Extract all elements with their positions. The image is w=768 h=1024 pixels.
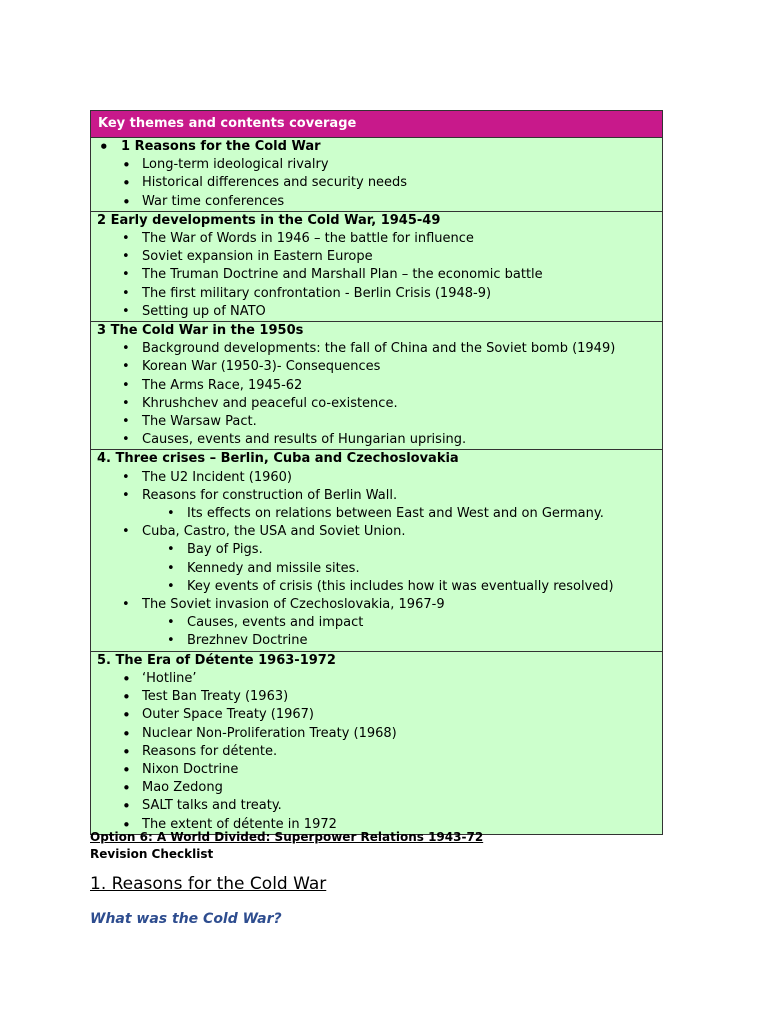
list-item	[97, 797, 656, 815]
list-item	[97, 303, 656, 321]
section-cell	[91, 450, 663, 651]
list-item-text: Soviet expansion in Eastern Europe	[142, 249, 373, 265]
section-cell	[91, 211, 663, 321]
list-item	[97, 340, 656, 358]
list-item-text: Nixon Doctrine	[142, 761, 239, 777]
list-item-text: Background developments: the fall of China and the Soviet bomb (1949)	[142, 341, 616, 357]
list-item	[97, 285, 656, 303]
list-item	[97, 193, 656, 211]
list-item	[97, 431, 656, 449]
section-cell	[91, 138, 663, 212]
section-title: 2 Early developments in the Cold War, 1945-49	[97, 212, 441, 228]
list-item	[97, 156, 656, 174]
sub-list-item: • Brezhnev Doctrine	[97, 632, 656, 650]
list-item-text: Setting up of NATO	[142, 303, 266, 319]
list-item	[97, 688, 656, 706]
table-header: Key themes and contents coverage	[91, 111, 663, 138]
sub-list-item: • Causes, events and impact	[97, 614, 656, 632]
table-section-row	[91, 138, 663, 212]
option-block	[90, 829, 483, 863]
section-title: 4. Three crises – Berlin, Cuba and Czechoslovakia	[97, 451, 459, 467]
list-item	[97, 779, 656, 797]
list-item-text: Khrushchev and peaceful co-existence.	[142, 395, 398, 411]
sub-bullet-list	[97, 505, 656, 523]
list-item-text: Outer Space Treaty (1967)	[142, 707, 314, 723]
list-item-text: Causes, events and results of Hungarian uprising.	[142, 432, 467, 448]
section-cell	[91, 651, 663, 834]
sub-list-item: • Key events of crisis (this includes how it was eventually resolved)	[97, 578, 656, 596]
bullet-list	[97, 670, 656, 834]
sub-list-item: • Bay of Pigs.	[97, 541, 656, 559]
table-section-row	[91, 651, 663, 834]
list-item	[97, 174, 656, 192]
list-item-text: The first military confrontation - Berlin Crisis (1948-9)	[142, 285, 492, 301]
list-item-text: The War of Words in 1946 – the battle for influence	[142, 231, 474, 247]
revision-checklist-label: Revision Checklist	[90, 847, 214, 861]
sub-list-item: • Kennedy and missile sites.	[97, 560, 656, 578]
list-item-text: ‘Hotline’	[142, 670, 197, 686]
list-item	[97, 523, 656, 541]
sub-list-item: • Its effects on relations between East and West and on Germany.	[97, 505, 656, 523]
list-item-text: SALT talks and treaty.	[142, 798, 282, 814]
list-item	[97, 743, 656, 761]
table-section-row	[91, 450, 663, 651]
list-item	[97, 469, 656, 487]
list-item	[97, 487, 656, 505]
list-item-text: The U2 Incident (1960)	[142, 469, 293, 485]
list-item-text: Long-term ideological rivalry	[142, 157, 329, 173]
section-title: 5. The Era of Détente 1963-1972	[97, 652, 336, 668]
question-heading: What was the Cold War?	[90, 911, 282, 927]
list-item	[97, 377, 656, 395]
table-section-row	[91, 211, 663, 321]
list-item-text: Reasons for détente.	[142, 743, 278, 759]
section-cell	[91, 322, 663, 450]
list-item-text: Reasons for construction of Berlin Wall.	[142, 487, 398, 503]
option-title: Option 6: A World Divided: Superpower Relations 1943-72	[90, 830, 484, 844]
list-item	[97, 413, 656, 431]
list-item-text: Cuba, Castro, the USA and Soviet Union.	[142, 524, 406, 540]
list-item	[97, 706, 656, 724]
list-item-text: The Soviet invasion of Czechoslovakia, 1967-9	[142, 597, 445, 613]
table-header-row	[91, 111, 663, 138]
list-item	[97, 761, 656, 779]
sub-bullet-list	[97, 614, 656, 650]
sub-bullet-list	[97, 541, 656, 596]
list-item	[97, 266, 656, 284]
list-item	[97, 670, 656, 688]
list-item-text: The Truman Doctrine and Marshall Plan – the economic battle	[142, 267, 543, 283]
list-item-text: Historical differences and security needs	[142, 175, 408, 191]
list-item-text: War time conferences	[142, 193, 285, 209]
list-item	[97, 725, 656, 743]
list-item-text: Korean War (1950-3)- Consequences	[142, 359, 381, 375]
list-item	[97, 248, 656, 266]
coverage-table	[90, 110, 663, 835]
section-heading: 1. Reasons for the Cold War	[90, 874, 327, 894]
list-item-text: The Arms Race, 1945-62	[142, 377, 303, 393]
table-section-row	[91, 322, 663, 450]
bullet-list	[97, 469, 656, 651]
list-item	[97, 395, 656, 413]
list-item-text: The extent of détente in 1972	[142, 816, 337, 832]
list-item-text: Test Ban Treaty (1963)	[142, 689, 289, 705]
bullet-list	[97, 156, 656, 211]
section-title: 3 The Cold War in the 1950s	[97, 323, 304, 339]
list-item-text: The Warsaw Pact.	[142, 414, 257, 430]
section-title: • 1 Reasons for the Cold War	[97, 138, 656, 156]
list-item	[97, 358, 656, 376]
list-item	[97, 230, 656, 248]
bullet-list	[97, 340, 656, 449]
list-item-text: Nuclear Non-Proliferation Treaty (1968)	[142, 725, 397, 741]
list-item	[97, 596, 656, 614]
bullet-list	[97, 230, 656, 321]
list-item-text: Mao Zedong	[142, 780, 223, 796]
